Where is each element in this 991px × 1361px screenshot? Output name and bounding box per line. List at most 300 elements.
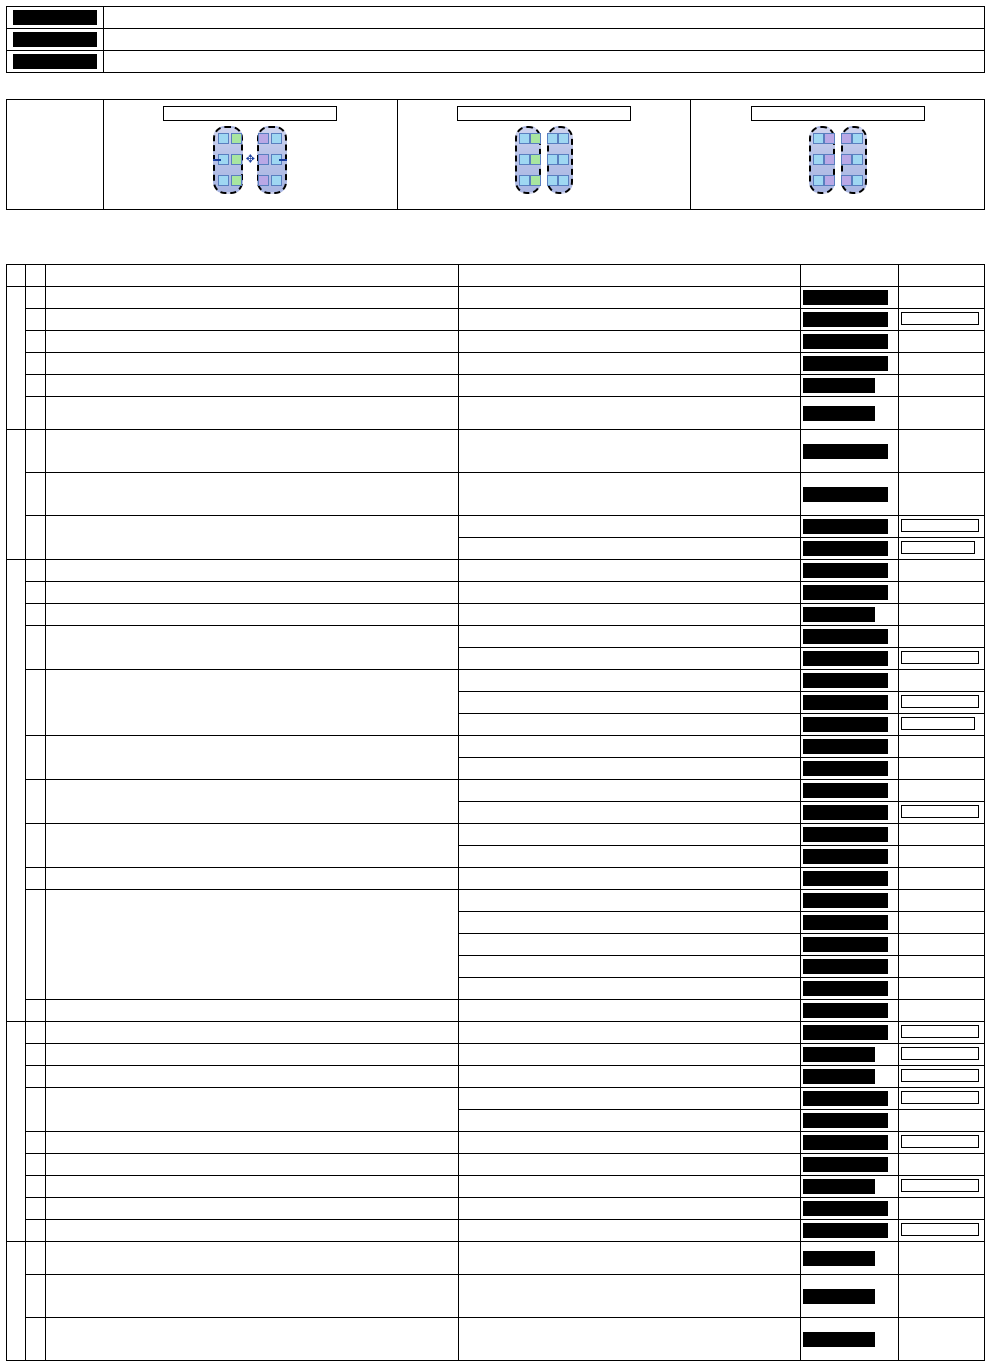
row-desc-cell [45,1318,458,1361]
row-value-cell [800,802,898,824]
row-desc-cell [45,736,458,780]
row-desc-cell [45,890,458,1000]
row-note-cell [898,1066,984,1088]
diagram-cell [271,133,282,144]
row-value-cell [800,430,898,473]
row-detail-cell [458,1198,800,1220]
row-value-cell [800,978,898,1000]
table-row [7,1275,985,1318]
table-row [7,780,985,802]
row-value-cell [800,1176,898,1198]
row-sub-cell [26,1198,45,1220]
note-box[interactable] [901,1069,979,1082]
col-value-header [800,265,898,287]
header-value-cell [104,7,985,29]
row-value-cell [800,473,898,516]
row-value-cell [800,758,898,780]
row-detail-cell [458,604,800,626]
row-note-cell [898,1198,984,1220]
figure-strip-corner [7,100,104,210]
row-detail-cell [458,714,800,736]
row-detail-cell [458,978,800,1000]
figure-strip-row [7,100,985,210]
row-detail-cell [458,582,800,604]
row-detail-cell [458,1000,800,1022]
row-sub-cell [26,1022,45,1044]
row-detail-cell [458,1088,800,1110]
table-row [7,1318,985,1361]
redacted-label [13,32,97,47]
row-detail-cell [458,648,800,670]
redacted-value [803,1091,888,1106]
note-box[interactable] [901,312,979,325]
row-value-cell [800,604,898,626]
table-row [7,1044,985,1066]
diagram-cell [547,175,558,186]
diagram-cell [852,154,863,165]
row-desc-cell [45,1022,458,1044]
row-desc-cell [45,287,458,309]
note-box[interactable] [901,1135,979,1148]
row-desc-cell [45,1044,458,1066]
row-note-cell [898,978,984,1000]
diagram-cell [824,175,835,186]
row-detail-cell [458,626,800,648]
note-box[interactable] [901,717,975,730]
row-desc-cell [45,1088,458,1132]
note-box[interactable] [901,1223,979,1236]
row-note-cell [898,824,984,846]
note-box[interactable] [901,805,979,818]
row-number-cell [7,287,26,430]
row-value-cell [800,1022,898,1044]
redacted-label [13,54,97,69]
table-row [7,604,985,626]
row-note-cell [898,538,984,560]
redacted-value [803,541,888,556]
row-value-cell [800,375,898,397]
row-note-cell [898,626,984,648]
row-sub-cell [26,397,45,430]
row-detail-cell [458,934,800,956]
header-value-cell [104,51,985,73]
diagram-cell [530,154,541,165]
row-value-cell [800,692,898,714]
diagram-cell [558,175,569,186]
row-detail-cell [458,824,800,846]
row-note-cell [898,802,984,824]
diagram-cell [519,175,530,186]
row-desc-cell [45,582,458,604]
redacted-value [803,629,888,644]
table-row [7,1022,985,1044]
col-sub-header [26,265,45,287]
note-box[interactable] [901,651,979,664]
row-note-cell [898,1088,984,1110]
row-sub-cell [26,353,45,375]
row-value-cell [800,736,898,758]
col-desc-header [45,265,458,287]
row-note-cell [898,1275,984,1318]
row-value-cell [800,1220,898,1242]
redacted-value [803,783,888,798]
diagram-cell [558,133,569,144]
header-label-cell [7,51,104,73]
redacted-value [803,1135,888,1150]
row-detail-cell [458,956,800,978]
table-row [7,736,985,758]
diagram-cell [218,175,229,186]
row-detail-cell [458,802,800,824]
row-sub-cell [26,1176,45,1198]
row-desc-cell [45,670,458,736]
row-sub-cell [26,582,45,604]
row-detail-cell [458,890,800,912]
diagram-cell [519,133,530,144]
row-number-cell [7,1242,26,1361]
redacted-value [803,1332,875,1347]
header-row [7,51,985,73]
row-value-cell [800,1198,898,1220]
row-value-cell [800,846,898,868]
figure-panel-1 [104,100,398,210]
diagram-cell [231,154,242,165]
row-desc-cell [45,331,458,353]
table-row [7,1154,985,1176]
row-value-cell [800,1088,898,1110]
row-sub-cell [26,1275,45,1318]
row-sub-cell [26,1066,45,1088]
row-detail-cell [458,736,800,758]
diagram-cell [841,154,852,165]
row-note-cell [898,1154,984,1176]
row-sub-cell [26,1132,45,1154]
table-row [7,560,985,582]
table-row [7,1066,985,1088]
diagram-tick [213,159,221,161]
figure-panel-3 [691,100,985,210]
row-detail-cell [458,538,800,560]
row-detail-cell [458,309,800,331]
row-note-cell [898,780,984,802]
row-desc-cell [45,626,458,670]
row-desc-cell [45,1066,458,1088]
row-desc-cell [45,1220,458,1242]
row-sub-cell [26,736,45,780]
diagram-cell [547,154,558,165]
row-detail-cell [458,430,800,473]
redacted-value [803,406,875,421]
table-row [7,397,985,430]
redacted-value [803,1003,888,1018]
row-desc-cell [45,1000,458,1022]
diagram-cell [547,133,558,144]
diagram-cell [231,175,242,186]
table-row [7,1132,985,1154]
row-detail-cell [458,560,800,582]
row-detail-cell [458,473,800,516]
row-value-cell [800,1110,898,1132]
redacted-value [803,871,888,886]
diagram-arrow-icon: ✥ [245,153,255,166]
row-sub-cell [26,430,45,473]
row-value-cell [800,714,898,736]
row-value-cell [800,1044,898,1066]
redacted-value [803,290,888,305]
row-sub-cell [26,331,45,353]
row-desc-cell [45,1176,458,1198]
row-desc-cell [45,604,458,626]
redacted-value [803,1113,888,1128]
note-box[interactable] [901,519,979,532]
row-detail-cell [458,1275,800,1318]
row-value-cell [800,890,898,912]
redacted-value [803,563,888,578]
row-note-cell [898,473,984,516]
row-note-cell [898,1242,984,1275]
row-note-cell [898,670,984,692]
row-note-cell [898,430,984,473]
table-row [7,824,985,846]
table-row [7,287,985,309]
row-note-cell [898,1176,984,1198]
note-box[interactable] [901,1047,979,1060]
row-desc-cell [45,560,458,582]
row-note-cell [898,1022,984,1044]
redacted-value [803,849,888,864]
row-value-cell [800,397,898,430]
diagram-cell [558,154,569,165]
row-sub-cell [26,1242,45,1275]
row-value-cell [800,934,898,956]
row-sub-cell [26,1154,45,1176]
row-desc-cell [45,473,458,516]
col-no-header [7,265,26,287]
row-detail-cell [458,692,800,714]
row-note-cell [898,934,984,956]
table-row [7,868,985,890]
redacted-value [803,827,888,842]
redacted-value [803,444,888,459]
header-row [7,29,985,51]
row-value-cell [800,626,898,648]
table-row [7,309,985,331]
row-detail-cell [458,1154,800,1176]
row-desc-cell [45,824,458,868]
figure-strip-table [6,99,985,210]
table-row [7,1088,985,1110]
figure-title-box-2 [457,106,631,121]
redacted-value [803,378,875,393]
table-row [7,626,985,648]
diagram-cell [813,133,824,144]
row-note-cell [898,1000,984,1022]
row-desc-cell [45,780,458,824]
redacted-value [803,312,888,327]
diagram-cell [824,133,835,144]
row-note-cell [898,353,984,375]
table-row [7,670,985,692]
table-row [7,1198,985,1220]
table-row [7,375,985,397]
row-sub-cell [26,516,45,560]
row-note-cell [898,736,984,758]
row-note-cell [898,1044,984,1066]
note-box[interactable] [901,541,975,554]
row-note-cell [898,604,984,626]
row-desc-cell [45,516,458,560]
row-desc-cell [45,1198,458,1220]
diagram-cell [852,175,863,186]
row-detail-cell [458,868,800,890]
row-number-cell [7,560,26,1022]
device-diagram-plain-icon [513,126,575,194]
row-value-cell [800,1066,898,1088]
row-desc-cell [45,309,458,331]
row-detail-cell [458,287,800,309]
diagram-cell [231,133,242,144]
row-sub-cell [26,375,45,397]
row-sub-cell [26,1220,45,1242]
row-desc-cell [45,868,458,890]
row-note-cell [898,692,984,714]
row-detail-cell [458,331,800,353]
row-sub-cell [26,670,45,736]
diagram-cell [258,133,269,144]
redacted-value [803,1179,875,1194]
figure-panel-2 [397,100,691,210]
diagram-tick [279,159,287,161]
row-note-cell [898,714,984,736]
redacted-value [803,673,888,688]
row-detail-cell [458,375,800,397]
header-label-cell [7,7,104,29]
row-value-cell [800,331,898,353]
diagram-cell [813,154,824,165]
diagram-cell [852,133,863,144]
redacted-value [803,695,888,710]
table-row [7,1220,985,1242]
redacted-value [803,487,888,502]
row-value-cell [800,1154,898,1176]
note-box[interactable] [901,1025,979,1038]
row-detail-cell [458,1132,800,1154]
redacted-value [803,585,888,600]
table-row [7,473,985,516]
row-value-cell [800,1132,898,1154]
row-note-cell [898,560,984,582]
diagram-cell [271,175,282,186]
row-sub-cell [26,1088,45,1132]
row-detail-cell [458,780,800,802]
row-value-cell [800,1275,898,1318]
row-value-cell [800,516,898,538]
row-note-cell [898,287,984,309]
row-value-cell [800,538,898,560]
redacted-value [803,1251,875,1266]
row-detail-cell [458,516,800,538]
redacted-value [803,915,888,930]
col-detail-header [458,265,800,287]
row-value-cell [800,1318,898,1361]
diagram-cell [258,175,269,186]
row-number-cell [7,430,26,560]
header-row [7,7,985,29]
row-note-cell [898,1132,984,1154]
row-note-cell [898,582,984,604]
row-sub-cell [26,1000,45,1022]
row-note-cell [898,846,984,868]
row-sub-cell [26,560,45,582]
row-desc-cell [45,397,458,430]
redacted-value [803,1289,875,1304]
row-desc-cell [45,1275,458,1318]
note-box[interactable] [901,1091,979,1104]
row-sub-cell [26,890,45,1000]
diagram-cell [841,133,852,144]
row-sub-cell [26,868,45,890]
row-value-cell [800,648,898,670]
table-header-row [7,265,985,287]
redacted-value [803,717,888,732]
header-table [6,6,985,73]
row-desc-cell [45,375,458,397]
figure-title-box-3 [751,106,925,121]
row-sub-cell [26,1044,45,1066]
redacted-value [803,1047,875,1062]
row-value-cell [800,1000,898,1022]
row-desc-cell [45,1242,458,1275]
redacted-value [803,1025,888,1040]
row-note-cell [898,309,984,331]
row-detail-cell [458,1176,800,1198]
redacted-value [803,761,888,776]
row-sub-cell [26,780,45,824]
row-detail-cell [458,758,800,780]
redacted-value [803,1157,888,1172]
note-box[interactable] [901,1179,979,1192]
row-note-cell [898,331,984,353]
row-detail-cell [458,1022,800,1044]
row-sub-cell [26,626,45,670]
main-table-body [7,265,985,1361]
row-value-cell [800,1242,898,1275]
diagram-cell [841,175,852,186]
row-detail-cell [458,397,800,430]
table-row [7,430,985,473]
diagram-cell [519,154,530,165]
row-sub-cell [26,824,45,868]
redacted-value [803,334,888,349]
row-note-cell [898,397,984,430]
row-value-cell [800,287,898,309]
redacted-value [803,1069,875,1084]
row-desc-cell [45,430,458,473]
redacted-value [803,739,888,754]
header-label-cell [7,29,104,51]
note-box[interactable] [901,695,979,708]
redacted-value [803,1223,888,1238]
diagram-cell [530,175,541,186]
header-value-cell [104,29,985,51]
diagram-cell [258,154,269,165]
row-note-cell [898,758,984,780]
row-note-cell [898,375,984,397]
row-value-cell [800,956,898,978]
row-note-cell [898,912,984,934]
row-detail-cell [458,1044,800,1066]
table-row [7,516,985,538]
